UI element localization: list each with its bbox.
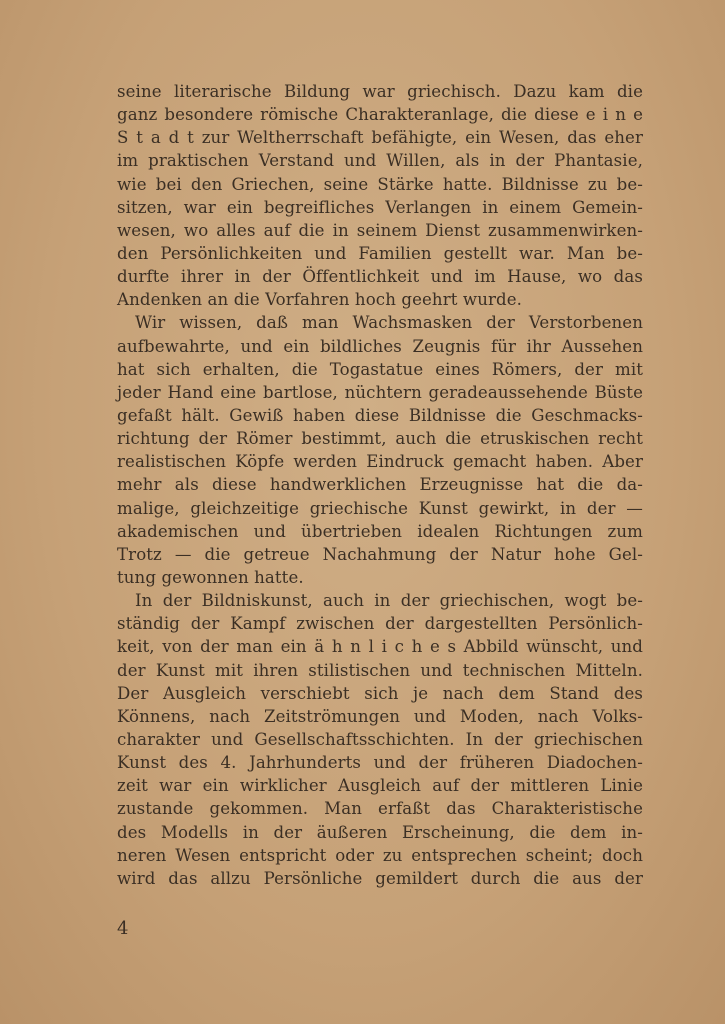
text-line: zustande gekommen. Man erfaßt das Charakteristische	[117, 799, 643, 819]
text-line: S t a d t zur Weltherrschaft befähigte, ein Wesen, das eher	[117, 128, 643, 148]
text-line: hat sich erhalten, die Togastatue eines Römers, der mit	[117, 359, 643, 379]
text-line: der Kunst mit ihren stilistischen und technischen Mitteln.	[117, 660, 643, 680]
text-line: wird das allzu Persönliche gemildert durch die aus der	[117, 868, 643, 888]
text-line: des Modells in der äußeren Erscheinung, die dem in-	[117, 822, 643, 842]
paragraph	[117, 80, 643, 311]
body-text	[117, 80, 643, 890]
text-line: jeder Hand eine bartlose, nüchtern geradeaussehende Büste	[117, 382, 643, 402]
text-line: sitzen, war ein begreifliches Verlangen in einem Gemein-	[117, 197, 643, 217]
text-line: gefaßt hält. Gewiß haben diese Bildnisse die Geschmacks-	[117, 405, 643, 425]
text-line: charakter und Gesellschaftsschichten. In der griechischen	[117, 729, 643, 749]
text-line: Kunst des 4. Jahrhunderts und der früheren Diadochen-	[117, 753, 643, 773]
text-line: Könnens, nach Zeitströmungen und Moden, nach Volks-	[117, 706, 643, 726]
text-line: Trotz — die getreue Nachahmung der Natur hohe Gel-	[117, 544, 643, 564]
text-line: malige, gleichzeitige griechische Kunst gewirkt, in der —	[117, 498, 643, 518]
text-line: neren Wesen entspricht oder zu entsprechen scheint; doch	[117, 845, 643, 865]
text-line: tung gewonnen hatte.	[117, 567, 304, 587]
paragraph	[117, 589, 643, 890]
page-number: 4	[117, 918, 129, 939]
text-line: richtung der Römer bestimmt, auch die etruskischen recht	[117, 429, 643, 449]
text-line: zeit war ein wirklicher Ausgleich auf der mittleren Linie	[117, 776, 643, 796]
text-line: keit, von der man ein ä h n l i c h e s Abbild wünscht, und	[117, 637, 643, 657]
paragraph	[117, 311, 643, 589]
text-line: Andenken an die Vorfahren hoch geehrt wurde.	[117, 290, 523, 310]
text-line: mehr als diese handwerklichen Erzeugnisse hat die da-	[117, 475, 643, 495]
text-line: Wir wissen, daß man Wachsmasken der Verstorbenen	[135, 313, 643, 333]
text-line: wie bei den Griechen, seine Stärke hatte. Bildnisse zu be-	[117, 174, 643, 194]
text-line: seine literarische Bildung war griechisch. Dazu kam die	[117, 82, 643, 101]
text-line: durfte ihrer in der Öffentlichkeit und im Hause, wo das	[117, 267, 643, 287]
text-line: realistischen Köpfe werden Eindruck gemacht haben. Aber	[117, 452, 643, 472]
text-line: In der Bildniskunst, auch in der griechischen, wogt be-	[135, 591, 643, 611]
text-line: wesen, wo alles auf die in seinem Dienst zusammenwirken-	[117, 220, 643, 240]
text-line: ständig der Kampf zwischen der dargestellten Persönlich-	[117, 614, 643, 634]
text-line: aufbewahrte, und ein bildliches Zeugnis für ihr Aussehen	[117, 336, 643, 356]
text-line: den Persönlichkeiten und Familien gestellt war. Man be-	[117, 243, 643, 263]
text-line: ganz besondere römische Charakteranlage, die diese e i n e	[117, 105, 643, 125]
text-line: akademischen und übertrieben idealen Richtungen zum	[117, 521, 643, 541]
text-line: Der Ausgleich verschiebt sich je nach dem Stand des	[117, 683, 643, 703]
text-line: im praktischen Verstand und Willen, als in der Phantasie,	[117, 151, 643, 171]
